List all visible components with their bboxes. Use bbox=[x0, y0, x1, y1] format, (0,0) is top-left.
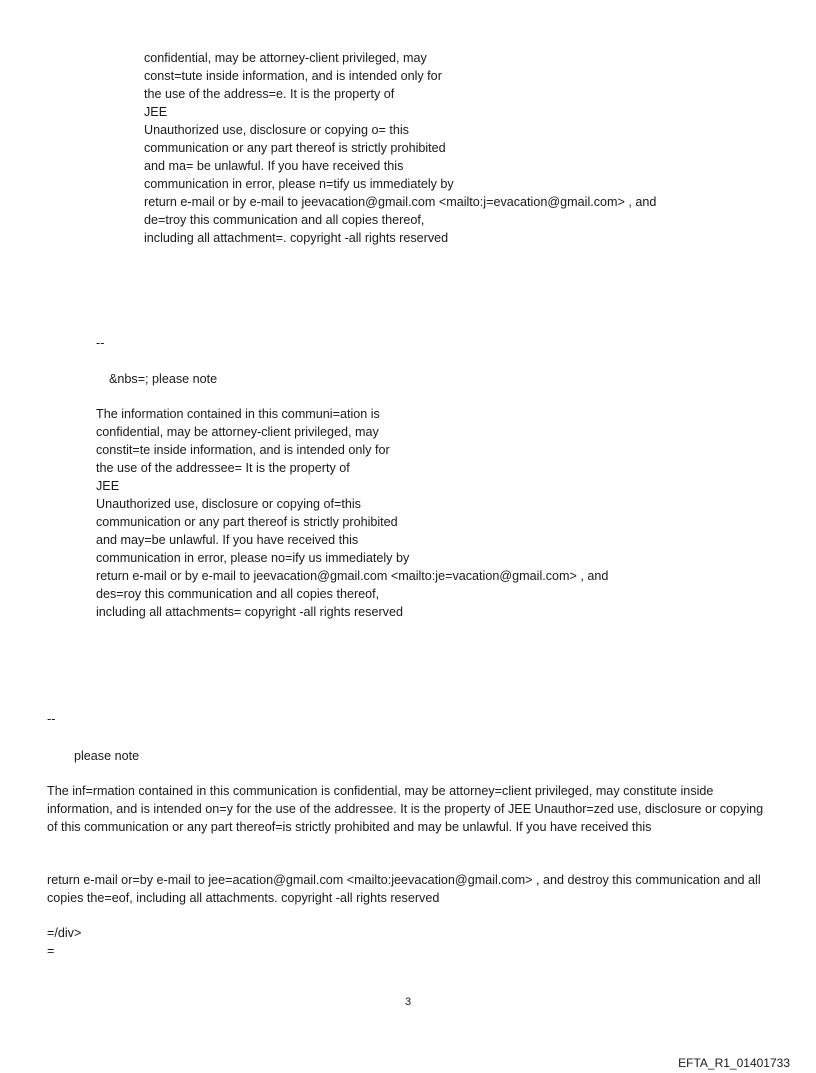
disclaimer-line: JEE bbox=[96, 479, 120, 493]
disclaimer-block-1 bbox=[144, 49, 656, 247]
disclaimer-line: including all attachment=. copyright -all rights reserved bbox=[144, 231, 449, 245]
disclaimer-line: including all attachments= copyright -all rights reserved bbox=[96, 605, 403, 619]
signature-separator: -- bbox=[96, 336, 105, 350]
closing-markup: = bbox=[47, 944, 55, 958]
please-note-heading: &nbs=; please note bbox=[109, 372, 218, 386]
disclaimer-line: and ma= be unlawful. If you have received this bbox=[144, 159, 404, 173]
disclaimer-block-2 bbox=[96, 405, 608, 621]
closing-markup: =/div> bbox=[47, 926, 82, 940]
disclaimer-line: JEE bbox=[144, 105, 168, 119]
please-note-heading: please note bbox=[74, 749, 140, 763]
disclaimer-line: The information contained in this communi=ation is bbox=[96, 407, 380, 421]
disclaimer-line: de=troy this communication and all copies thereof, bbox=[144, 213, 425, 227]
disclaimer-line: return e-mail or by e-mail to jeevacation@gmail.com <mailto:j=evacation@gmail.com> , and bbox=[144, 195, 657, 209]
disclaimer-line: constit=te inside information, and is intended only for bbox=[96, 443, 390, 457]
disclaimer-line: and may=be unlawful. If you have received this bbox=[96, 533, 359, 547]
page-number: 3 bbox=[404, 996, 412, 1008]
document-id: EFTA_R1_01401733 bbox=[678, 1056, 790, 1070]
disclaimer-paragraph-1: The inf=rmation contained in this communication is confidential, may be attorney=client privileged, may constitute inside information, and is intended on=y for the use of the addressee. It is the property of JEE Unauthor=zed use, disclosure or copying of this communication or any part thereof=is strictly prohibited and may be unlawful. If you have received this bbox=[47, 784, 764, 834]
disclaimer-line: communication or any part thereof is strictly prohibited bbox=[96, 515, 398, 529]
disclaimer-paragraph-2: return e-mail or=by e-mail to jee=acation@gmail.com <mailto:jeevacation@gmail.com> , and destroy this communication and all copies the=eof, including all attachments. copyright -all rights reserved bbox=[47, 873, 761, 905]
disclaimer-line: confidential, may be attorney-client privileged, may bbox=[144, 51, 427, 65]
disclaimer-line: the use of the address=e. It is the property of bbox=[144, 87, 395, 101]
disclaimer-line: des=roy this communication and all copies thereof, bbox=[96, 587, 380, 601]
disclaimer-line: communication or any part thereof is strictly prohibited bbox=[144, 141, 446, 155]
disclaimer-line: Unauthorized use, disclosure or copying o= this bbox=[144, 123, 409, 137]
disclaimer-line: communication in error, please no=ify us immediately by bbox=[96, 551, 410, 565]
disclaimer-line: return e-mail or by e-mail to jeevacation@gmail.com <mailto:je=vacation@gmail.com> , and bbox=[96, 569, 609, 583]
disclaimer-line: communication in error, please n=tify us immediately by bbox=[144, 177, 454, 191]
disclaimer-line: confidential, may be attorney-client privileged, may bbox=[96, 425, 379, 439]
signature-separator: -- bbox=[47, 712, 56, 726]
disclaimer-line: Unauthorized use, disclosure or copying of=this bbox=[96, 497, 361, 511]
disclaimer-line: const=tute inside information, and is intended only for bbox=[144, 69, 442, 83]
disclaimer-line: the use of the addressee= It is the property of bbox=[96, 461, 350, 475]
